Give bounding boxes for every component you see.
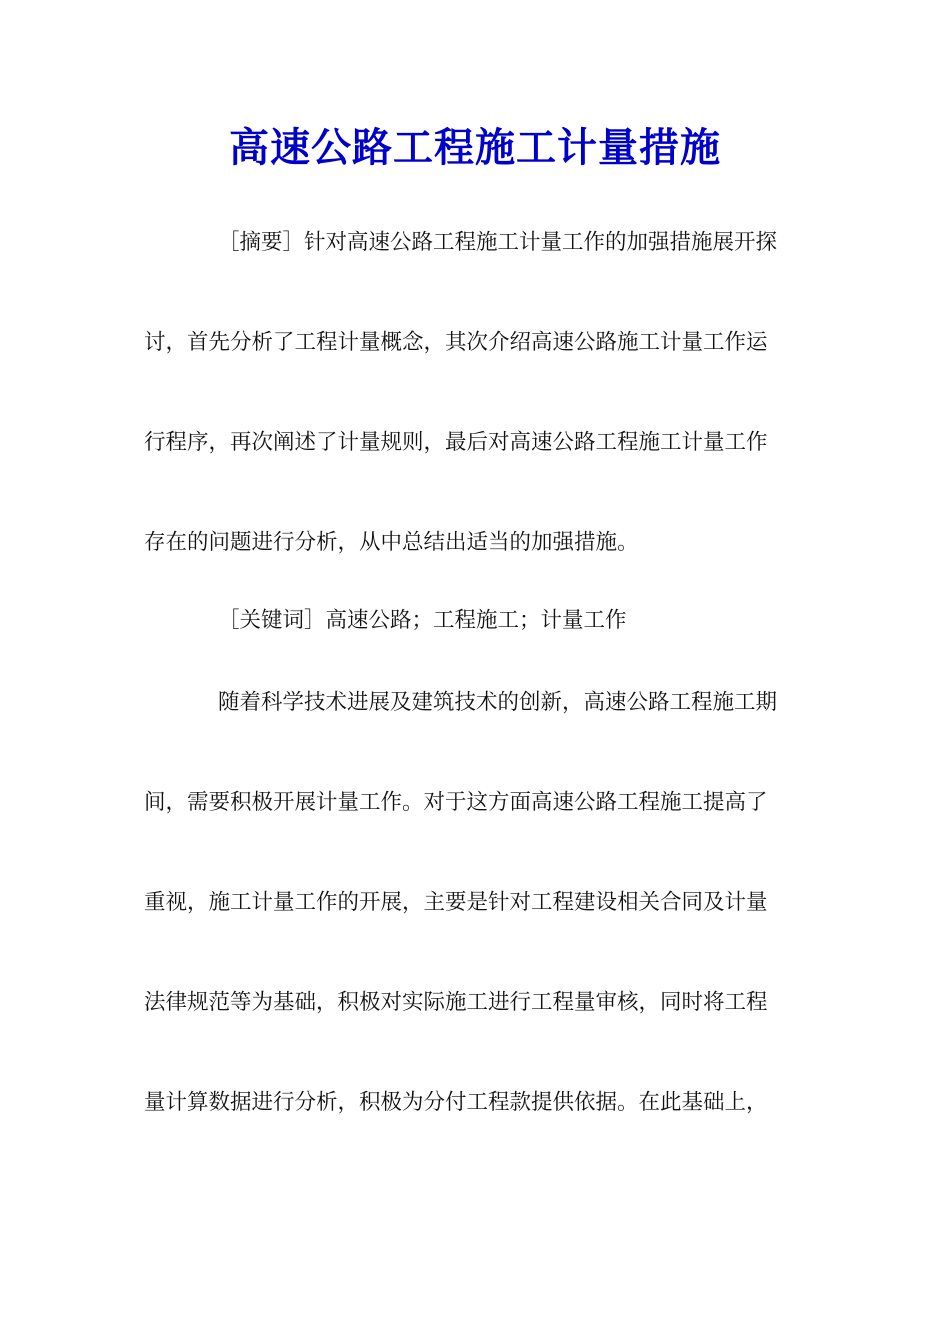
abstract-line-4: 存在的问题进行分析，从中总结出适当的加强措施。 (144, 530, 639, 555)
abstract-line-3: 行程序，再次阐述了计量规则，最后对高速公路工程施工计量工作 (144, 430, 768, 455)
keywords-line: ［关键词］高速公路；工程施工；计量工作 (218, 608, 627, 633)
body-line-4: 法律规范等为基础，积极对实际施工进行工程量审核，同时将工程 (144, 990, 768, 1015)
abstract-line-2: 讨，首先分析了工程计量概念，其次介绍高速公路施工计量工作运 (144, 330, 768, 355)
abstract-line-1: ［摘要］针对高速公路工程施工计量工作的加强措施展开探 (218, 230, 778, 255)
body-line-5: 量计算数据进行分析，积极为分付工程款提供依据。在此基础上， (144, 1090, 768, 1115)
body-line-2: 间，需要积极开展计量工作。对于这方面高速公路工程施工提高了 (144, 790, 768, 815)
body-line-3: 重视，施工计量工作的开展，主要是针对工程建设相关合同及计量 (144, 890, 768, 915)
body-line-1: 随着科学技术进展及建筑技术的创新，高速公路工程施工期 (218, 690, 778, 715)
document-title: 高速公路工程施工计量措施 (229, 124, 721, 171)
